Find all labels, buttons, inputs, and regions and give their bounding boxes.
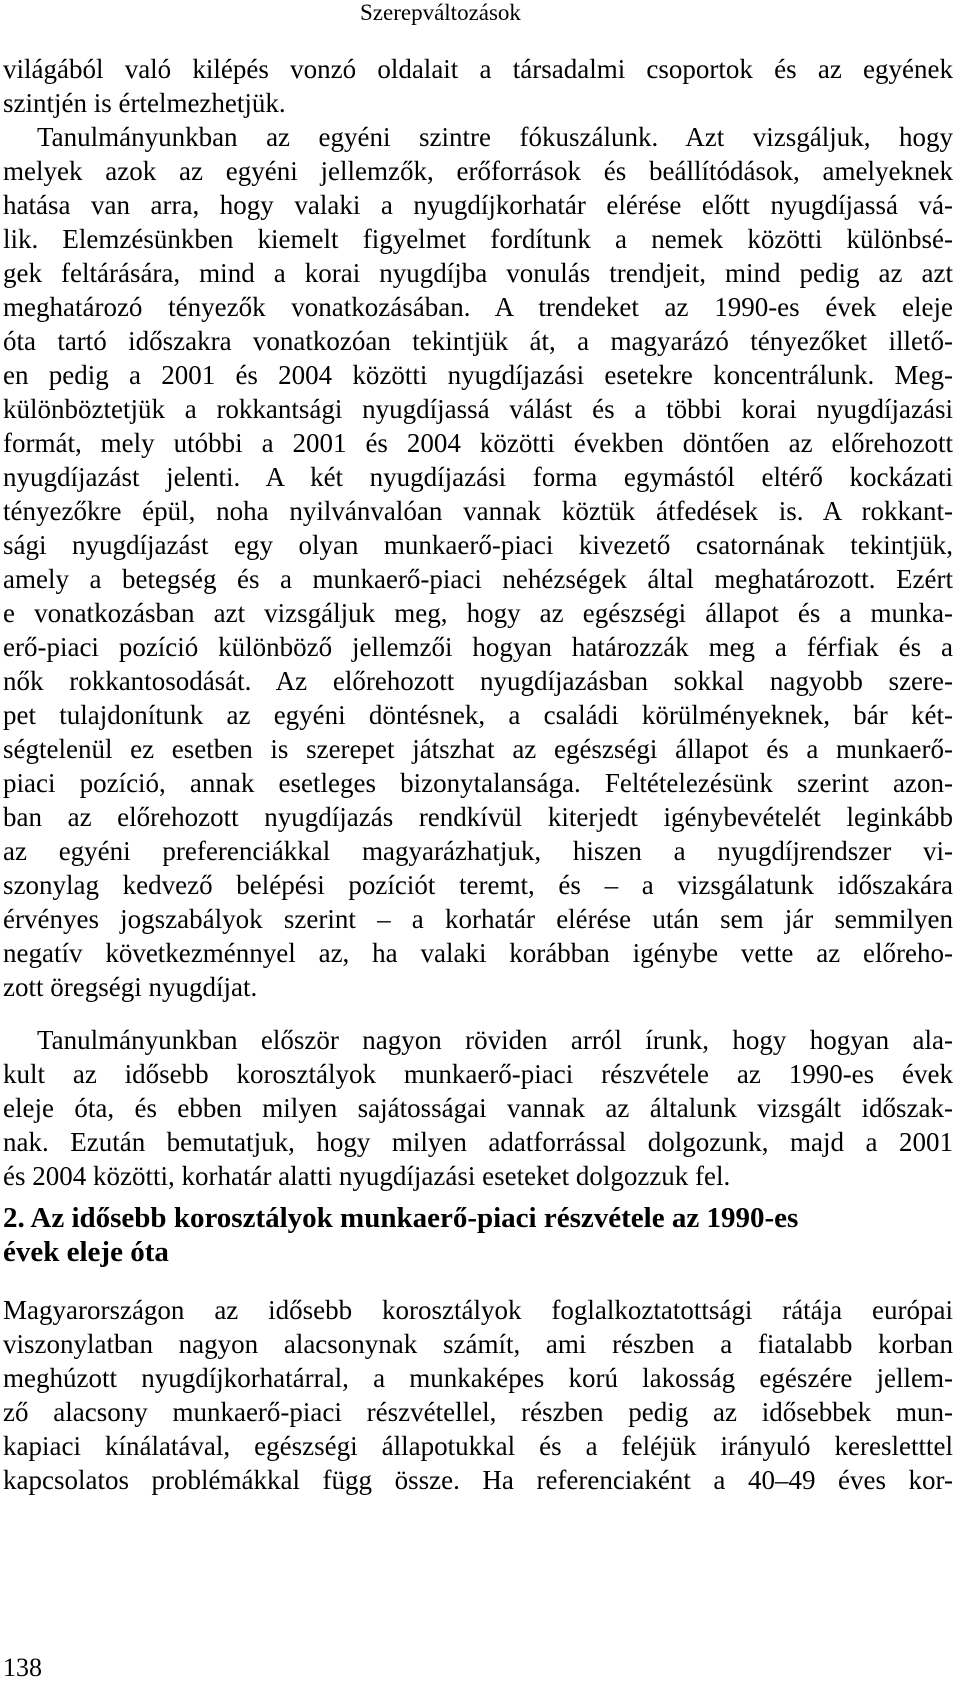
- text-line: Magyarországon az idősebb korosztályok foglalkoztatottsági rátája európai: [3, 1295, 953, 1325]
- text-line: ban az előrehozott nyugdíjazás rendkívül kiterjedt igénybevételét leginkább: [3, 802, 953, 832]
- text-line: hatása van arra, hogy valaki a nyugdíjkorhatár elérése előtt nyugdíjassá vá-: [3, 190, 953, 220]
- text-line: melyek azok az egyéni jellemzők, erőforrások és beállítódások, amelyeknek: [3, 156, 953, 186]
- text-line: Tanulmányunkban az egyéni szintre fókuszálunk. Azt vizsgáljuk, hogy: [37, 122, 953, 152]
- text-line: kapiaci kínálatával, egészségi állapotukkal és a feléjük irányuló keresletttel: [3, 1431, 953, 1461]
- text-line: meghúzott nyugdíjkorhatárral, a munkaképes korú lakosság egészére jellem-: [3, 1363, 953, 1393]
- text-line: nyugdíjazást jelenti. A két nyugdíjazási forma egymástól eltérő kockázati: [3, 462, 953, 492]
- text-line: viszonylatban nagyon alacsonynak számít, ami részben a fiatalabb korban: [3, 1329, 953, 1359]
- page-number: 138: [3, 1653, 42, 1682]
- section-heading-line: évek eleje óta: [3, 1236, 169, 1268]
- text-line: az egyéni preferenciákkal magyarázhatjuk, hiszen a nyugdíjrendszer vi-: [3, 836, 953, 866]
- text-line: negatív következménnyel az, ha valaki korábban igénybe vette az előreho-: [3, 938, 953, 968]
- text-line: szintjén is értelmezhetjük.: [3, 88, 286, 118]
- text-line: szonylag kedvező belépési pozíciót teremt, és – a vizsgálatunk időszakára: [3, 870, 953, 900]
- text-line: gek feltárására, mind a korai nyugdíjba vonulás trendjeit, mind pedig az azt: [3, 258, 953, 288]
- text-line: formát, mely utóbbi a 2001 és 2004 közötti években döntően az előrehozott: [3, 428, 953, 458]
- paragraph-2: [3, 120, 953, 1004]
- section-heading: [3, 1201, 953, 1269]
- text-line: e vonatkozásban azt vizsgáljuk meg, hogy az egészségi állapot és a munka-: [3, 598, 953, 628]
- text-line: amely a betegség és a munkaerő-piaci nehézségek által meghatározott. Ezért: [3, 564, 953, 594]
- running-header: Szerepváltozások: [360, 0, 521, 25]
- section-heading-line: 2. Az idősebb korosztályok munkaerő-piaci részvétele az 1990-es: [3, 1202, 799, 1234]
- text-line: en pedig a 2001 és 2004 közötti nyugdíjazási esetekre koncentrálunk. Meg-: [3, 360, 953, 390]
- text-line: Tanulmányunkban először nagyon röviden arról írunk, hogy hogyan ala-: [37, 1025, 953, 1055]
- paragraph-1: [3, 52, 953, 120]
- text-line: óta tartó időszakra vonatkozóan tekintjük át, a magyarázó tényezőket illető-: [3, 326, 953, 356]
- text-line: kapcsolatos problémákkal függ össze. Ha referenciaként a 40–49 éves kor-: [3, 1465, 953, 1495]
- text-line: ző alacsony munkaerő-piaci részvétellel, részben pedig az idősebbek mun-: [3, 1397, 953, 1427]
- paragraph-4: [3, 1293, 953, 1497]
- text-line: világából való kilépés vonzó oldalait a társadalmi csoportok és az egyének: [3, 54, 953, 84]
- text-line: tényezőkre épül, noha nyilvánvalóan vannak köztük átfedések is. A rokkant-: [3, 496, 953, 526]
- text-line: nak. Ezután bemutatjuk, hogy milyen adatforrással dolgozunk, majd a 2001: [3, 1127, 953, 1157]
- text-line: érvényes jogszabályok szerint – a korhatár elérése után sem jár semmilyen: [3, 904, 953, 934]
- text-line: piaci pozíció, annak esetleges bizonytalansága. Feltételezésünk szerint azon-: [3, 768, 953, 798]
- text-line: pet tulajdonítunk az egyéni döntésnek, a családi körülményeknek, bár két-: [3, 700, 953, 730]
- text-line: erő-piaci pozíció különböző jellemzői hogyan határozzák meg a férfiak és a: [3, 632, 953, 662]
- text-line: ségtelenül ez esetben is szerepet játszhat az egészségi állapot és a munkaerő-: [3, 734, 953, 764]
- text-line: lik. Elemzésünkben kiemelt figyelmet fordítunk a nemek közötti különbsé-: [3, 224, 953, 254]
- paragraph-3: [3, 1023, 953, 1193]
- text-line: kult az idősebb korosztályok munkaerő-piaci részvétele az 1990-es évek: [3, 1059, 953, 1089]
- text-line: és 2004 közötti, korhatár alatti nyugdíjazási eseteket dolgozzuk fel.: [3, 1161, 731, 1191]
- text-line: különböztetjük a rokkantsági nyugdíjassá válást és a többi korai nyugdíjazási: [3, 394, 953, 424]
- text-line: sági nyugdíjazást egy olyan munkaerő-piaci kivezető csatornának tekintjük,: [3, 530, 953, 560]
- text-line: nők rokkantosodását. Az előrehozott nyugdíjazásban sokkal nagyobb szere-: [3, 666, 953, 696]
- text-line: zott öregségi nyugdíjat.: [3, 972, 258, 1002]
- text-line: meghatározó tényezők vonatkozásában. A trendeket az 1990-es évek eleje: [3, 292, 953, 322]
- text-line: eleje óta, és ebben milyen sajátosságai vannak az általunk vizsgált időszak-: [3, 1093, 953, 1123]
